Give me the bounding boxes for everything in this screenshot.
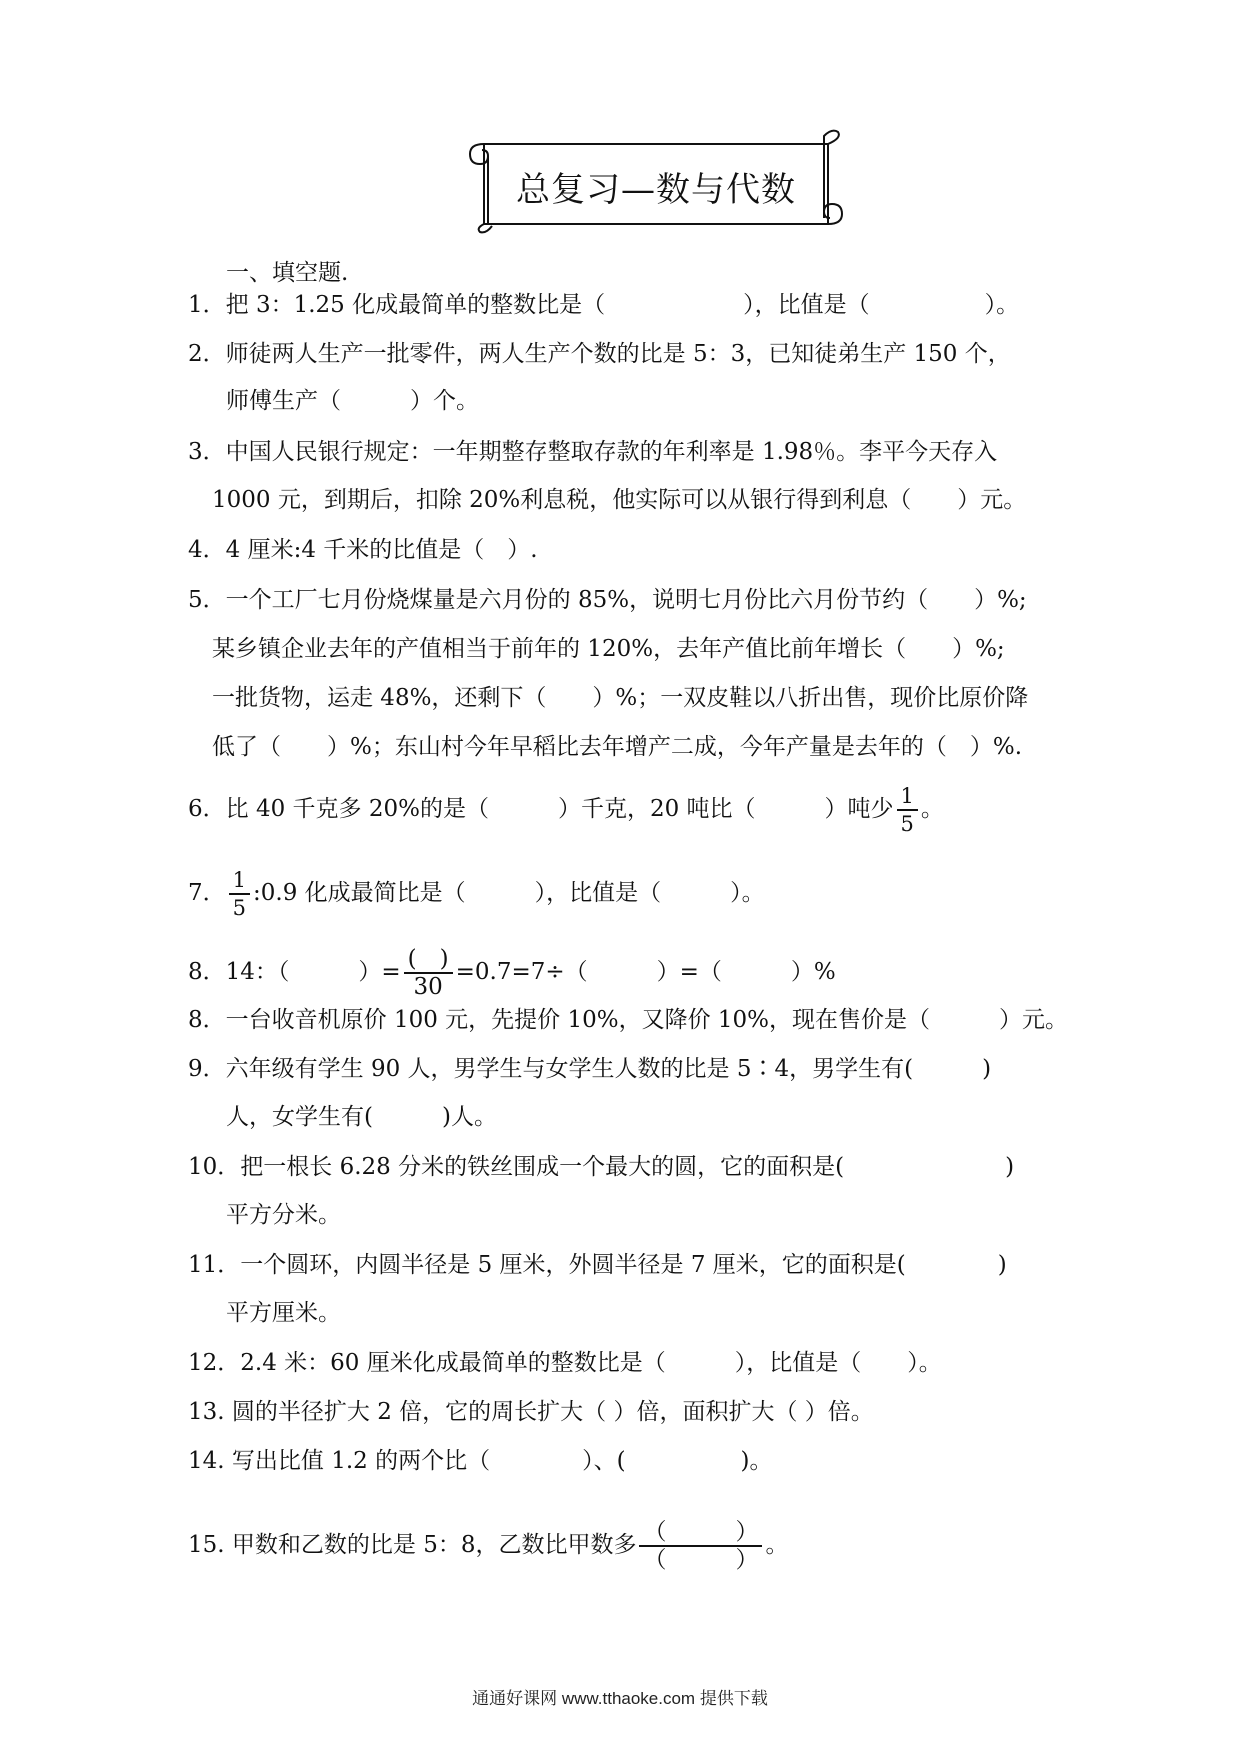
question-4: 4．4 厘米:4 千米的比值是（ ）. [188,537,538,563]
question-15 [188,1519,788,1573]
question-3-line-2: 1000 元，到期后，扣除 20%利息税，他实际可以从银行得到利息（ ）元。 [212,487,1027,513]
fraction-denominator: 30 [413,974,443,1000]
question-7-number: 7． [188,880,226,906]
fraction-denominator: （ ） [643,1547,759,1573]
fraction-denominator: 5 [900,812,914,836]
question-13: 13. 圆的半径扩大 2 倍，它的周长扩大（ ）倍，面积扩大（ ）倍。 [188,1399,874,1425]
question-2-line-2: 师傅生产（ ）个。 [226,388,479,414]
question-10-line-2: 平方分米。 [226,1202,341,1228]
question-5-line-3: 一批货物，运走 48%，还剩下（ ）%；一双皮鞋以八折出售，现价比原价降 [212,685,1029,711]
fraction-numerator: ( ) [404,946,453,974]
fraction-denominator: 5 [232,896,247,920]
question-15-fraction [639,1519,762,1573]
question-11-line-2: 平方厘米。 [226,1300,341,1326]
question-14: 14. 写出比值 1.2 的两个比（ ）、( )。 [188,1448,773,1474]
question-15-text: 15. 甲数和乙数的比是 5：8，乙数比甲数多 [188,1532,637,1558]
fraction-numerator: 1 [229,867,250,895]
question-9-line-1: 9．六年级有学生 90 人，男学生与女学生人数的比是 5∶4，男学生有( ) [188,1056,992,1082]
question-6 [188,783,944,837]
question-5-line-2: 某乡镇企业去年的产值相当于前年的 120%，去年产值比前年增长（ ）%; [212,636,1005,662]
question-1: 1．把 3：1.25 化成最简单的整数比是（ ），比值是（ ）。 [188,292,1020,318]
question-15-end: 。 [765,1532,789,1558]
question-8b: 8．一台收音机原价 100 元，先提价 10%，又降价 10%，现在售价是（ ）元。 [188,1007,1069,1033]
question-6-end: 。 [920,796,944,822]
question-5-line-1: 5．一个工厂七月份烧煤量是六月份的 85%，说明七月份比六月份节约（ ）%; [188,587,1027,613]
question-12: 12．2.4 米：60 厘米化成最简单的整数比是（ ），比值是（ ）。 [188,1350,942,1376]
question-8a-prefix: 8．14：（ ）= [188,959,401,985]
question-9-line-2: 人，女学生有( )人。 [226,1104,497,1130]
question-7 [188,867,765,921]
question-8a-fraction [404,946,453,1000]
question-8a [188,946,836,1000]
page-title: 总复习—数与代数 [516,170,796,210]
footer-download-note: 通通好课网 www.tthaoke.com 提供下载 [472,1689,768,1708]
section-heading: 一、填空题. [226,260,349,286]
question-6-fraction [897,783,918,837]
question-10-line-1: 10．把一根长 6.28 分米的铁丝围成一个最大的圆，它的面积是( ) [188,1154,1015,1180]
question-2-line-1: 2．师徒两人生产一批零件，两人生产个数的比是 5：3，已知徒弟生产 150 个， [188,341,1011,367]
question-11-line-1: 11．一个圆环，内圆半径是 5 厘米，外圆半径是 7 厘米，它的面积是( ) [188,1252,1007,1278]
question-8a-text: =0.7=7÷（ ）=（ ）% [455,959,836,985]
question-3-line-1: 3．中国人民银行规定：一年期整存整取存款的年利率是 1.98％。李平今天存入 [188,439,998,465]
question-7-text: :0.9 化成最简比是（ ），比值是（ ）。 [253,880,765,906]
fraction-numerator: 1 [897,783,918,811]
fraction-numerator: （ ） [639,1519,762,1547]
question-6-text: 6．比 40 千克多 20%的是（ ）千克，20 吨比（ ）吨少 [188,796,894,822]
title-scroll-banner [466,128,846,238]
question-5-line-4: 低了（ ）%；东山村今年早稻比去年增产二成，今年产量是去年的（ ）%. [212,734,1023,760]
question-7-fraction [229,867,250,921]
